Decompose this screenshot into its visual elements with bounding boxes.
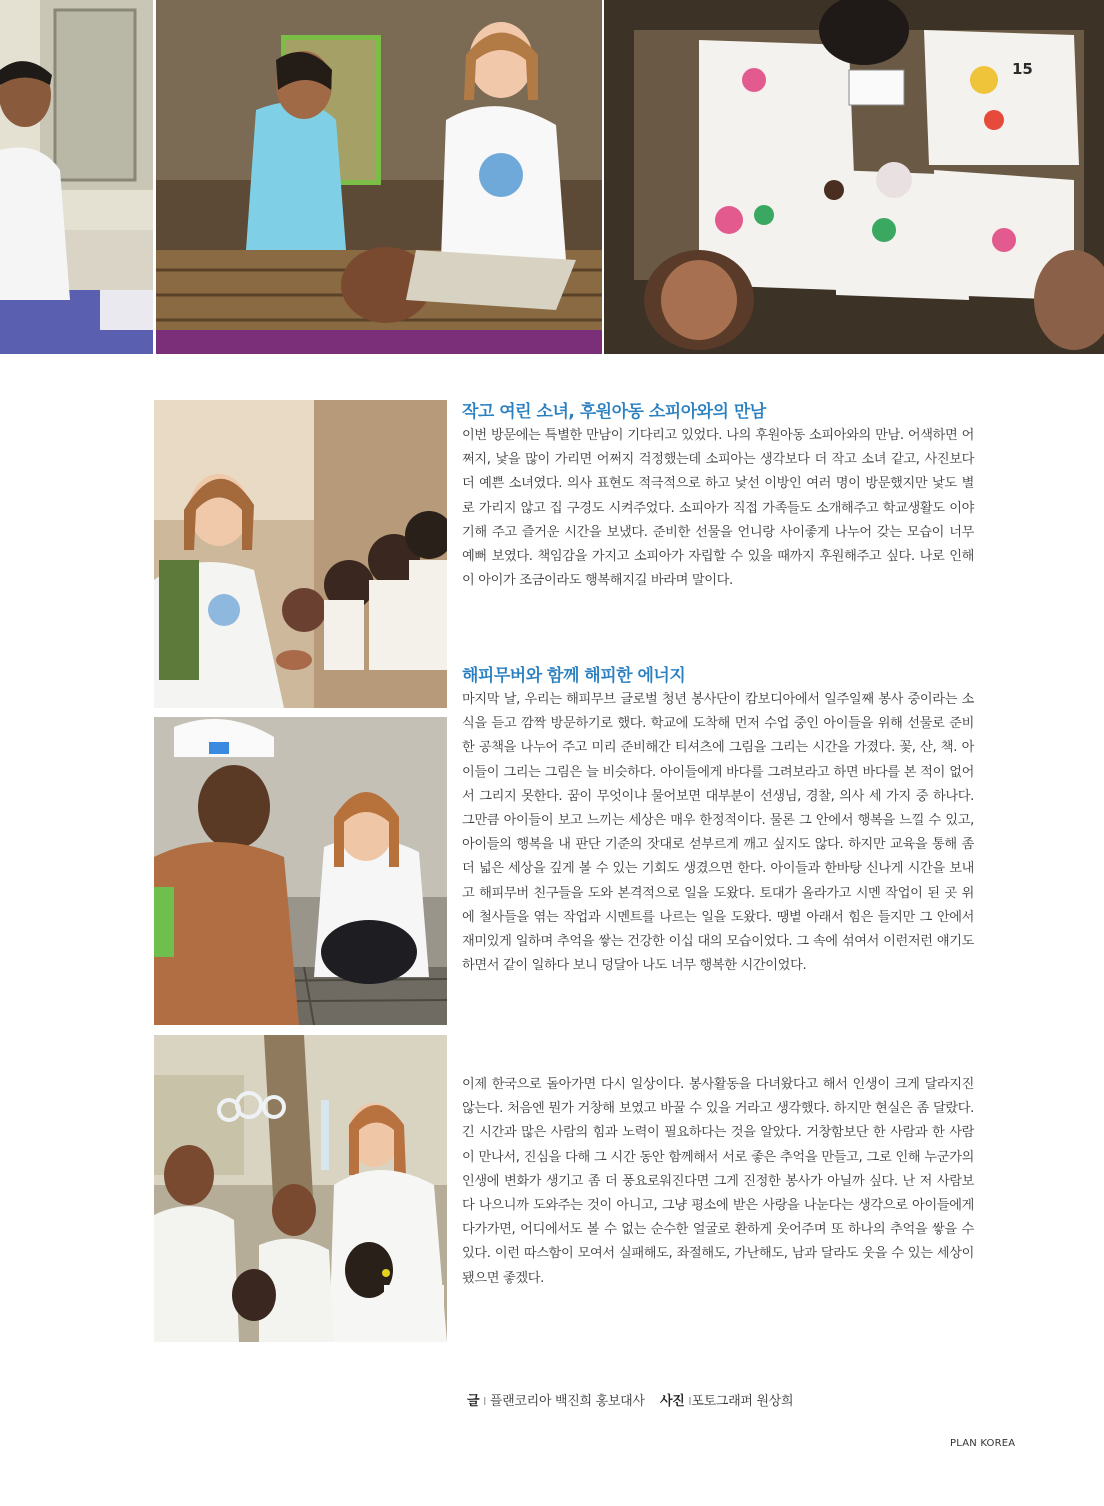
photo-side-1 bbox=[154, 400, 447, 708]
credit-line bbox=[467, 1390, 793, 1409]
credit-photo-label: 사진 bbox=[660, 1394, 685, 1409]
section-happymover bbox=[462, 664, 974, 978]
section-body-sofia: 이번 방문에는 특별한 만남이 기다리고 있었다. 나의 후원아동 소피아와의 만남. 어색하면 어쩌지, 낯을 많이 가리면 어쩌지 걱정했는데 소피아는 생각보다 더 작고 소녀 같고, 사진보다 더 예쁜 소녀였다. 의사 표현도 적극적으로 하고 낯선 이방인 여러 명이 방문했지만 낯도 별로 가리지 않고 집 구경도 시켜주었다. 소피아가 직접 가족들도 소개해주고 학교생활도 이야기해 주고 즐거운 시간을 보냈다. 준비한 선물을 언니랑 사이좋게 나누어 갖는 모습이 너무 예뻐 보였다. 책임감을 가지고 소피아가 자립할 수 있을 때까지 후원해주고 싶다. 나로 인해 이 아이가 조금이라도 행복해지길 바라며 말이다. bbox=[462, 428, 974, 589]
photo-top-left bbox=[0, 0, 153, 354]
photo-top-middle bbox=[156, 0, 602, 354]
section-body-happymover: 마지막 날, 우리는 해피무브 글로벌 청년 봉사단이 캄보디아에서 일주일째 봉사 중이라는 소식을 듣고 깜짝 방문하기로 했다. 학교에 도착해 먼저 수업 중인 아이들을 위해 선물로 준비한 공책을 나누어 주고 미리 준비해간 티셔츠에 그림을 그리는 시간을 가졌다. 꽃, 산, 책. 아이들이 그리는 그림은 늘 비슷하다. 아이들에게 바다를 그려보라고 하면 바다를 본 적이 없어서 그리지 못한다. 꿈이 무엇이냐 물어보면 대부분이 선생님, 경찰, 의사 세 가지 중 하나다. 그만큼 아이들이 보고 느끼는 세상은 매우 한정적이다. 물론 그 안에서 행복을 느낄 수 있고, 아이들의 행복을 내 판단 기준의 잣대로 섣부르게 깨고 싶지도 않다. 하지만 교육을 통해 좀 더 넓은 세상을 깊게 볼 수 있는 기회도 생겼으면 한다. 아이들과 한바탕 신나게 시간을 보내고 해피무버 친구들을 도와 본격적으로 일을 도왔다. 토대가 올라가고 시멘 작업이 된 곳 위에 철사들을 엮는 작업과 시멘트를 나르는 일을 도왔다. 땡볕 아래서 힘은 들지만 그 안에서 재미있게 일하며 추억을 쌓는 건강한 이십 대의 모습이었다. 그 속에 섞여서 이런저런 얘기도 하면서 같이 일하다 보니 덩달아 나도 너무 행복한 시간이었다. bbox=[462, 692, 974, 974]
section-body-closing: 이제 한국으로 돌아가면 다시 일상이다. 봉사활동을 다녀왔다고 해서 인생이 크게 달라지진 않는다. 처음엔 뭔가 거창해 보였고 바꿀 수 있을 거라고 생각했다. 하지만 현실은 좀 달랐다. 긴 시간과 많은 사람의 힘과 노력이 필요하다는 것을 알았다. 거창함보단 한 사람과 한 사람이 만나서, 진심을 다해 그 시간 동안 함께해서 서로 좋은 추억을 만들고, 그로 인해 누군가의 인생에 변화가 생기고 좀 더 풍요로워진다면 그게 진정한 봉사가 아닐까 싶다. 난 저 사람보다 나으니까 도와주는 것이 아니고, 그냥 평소에 받은 사랑을 나눈다는 생각으로 아이들에게 다가가면, 어디에서도 볼 수 없는 순수한 얼굴로 환하게 웃어주며 또 하나의 추억을 쌓을 수 있다. 이런 따스함이 모여서 실패해도, 좌절해도, 가난해도, 남과 달라도 웃을 수 있는 세상이 됐으면 좋겠다. bbox=[462, 1077, 974, 1286]
section-heading-sofia: 작고 여린 소녀, 후원아동 소피아와의 만남 bbox=[462, 402, 766, 422]
credit-separator: I bbox=[483, 1395, 487, 1408]
page-number: 15 bbox=[1012, 60, 1033, 78]
credit-text-author: 플랜코리아 백진희 홍보대사 bbox=[489, 1394, 645, 1409]
section-closing bbox=[462, 1073, 974, 1291]
section-sofia bbox=[462, 400, 974, 593]
photo-top-right bbox=[604, 0, 1104, 354]
footer-publication: PLAN KOREA bbox=[950, 1438, 1016, 1449]
photo-side-2 bbox=[154, 717, 447, 1025]
credit-separator: I bbox=[688, 1395, 692, 1408]
photo-side-3 bbox=[154, 1035, 447, 1342]
credit-photo-author: 포토그래퍼 원상희 bbox=[691, 1394, 794, 1409]
section-heading-happymover: 해피무버와 함께 해피한 에너지 bbox=[462, 666, 686, 686]
credit-text-label: 글 bbox=[467, 1394, 480, 1409]
